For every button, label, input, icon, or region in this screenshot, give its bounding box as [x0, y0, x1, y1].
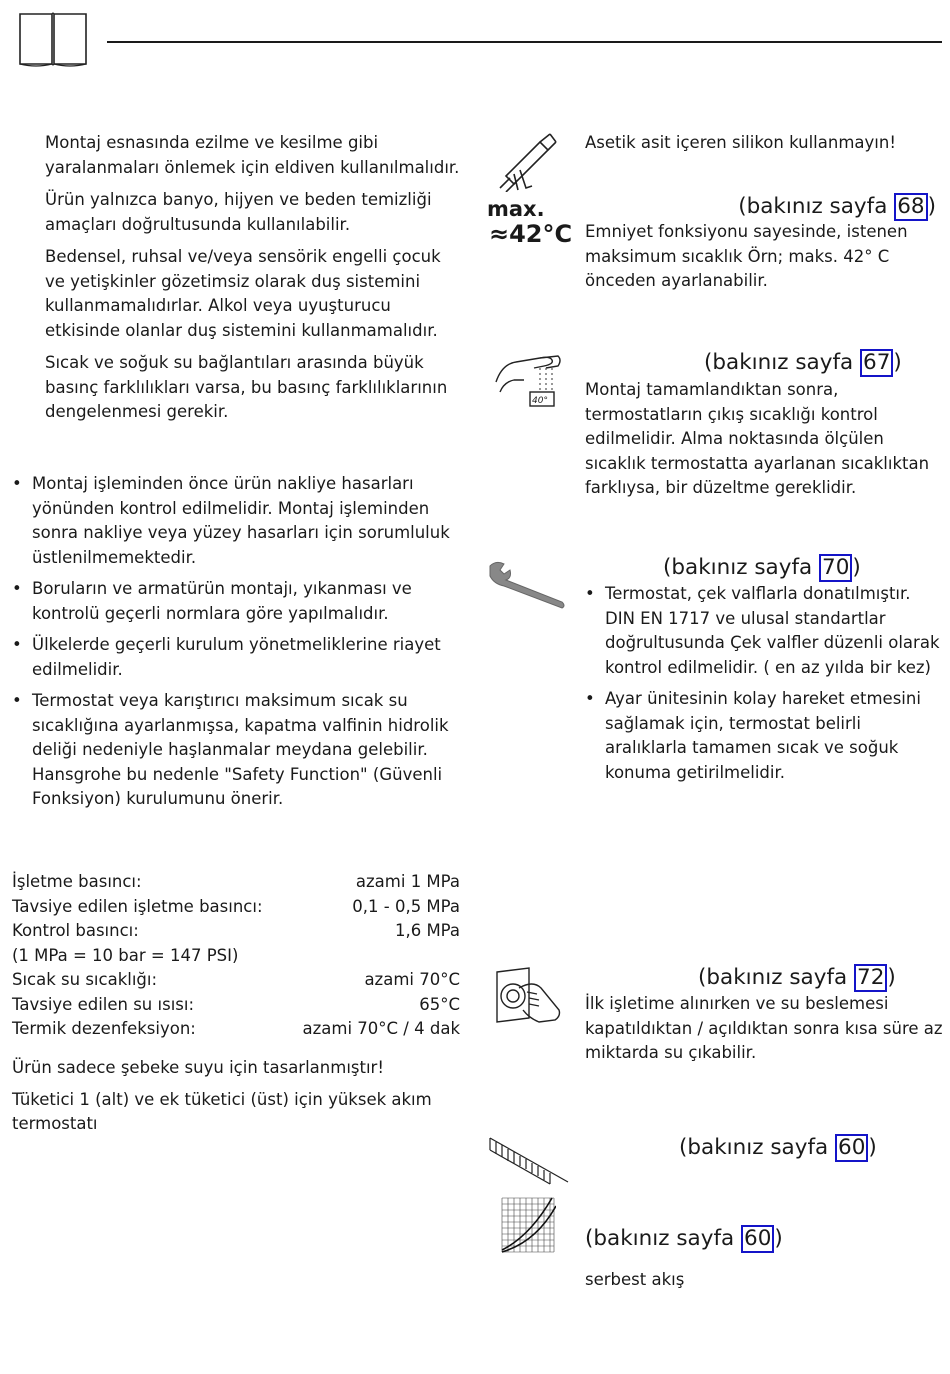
maintenance-notes [585, 582, 945, 792]
tech-value: azami 70°C / 4 dak [302, 1019, 460, 1038]
silicone-gun-icon [496, 132, 562, 192]
page-reference [679, 1134, 877, 1162]
tech-value: 0,1 - 0,5 MPa [352, 896, 460, 916]
installation-note: • Montaj işleminden önce ürün nakliye hasarları yönünden kontrol edilmelidir. Montaj işleminden sonra nakliye veya yüzey hasarları için sorumluluk üstlenilmemektedir. [12, 472, 462, 570]
technical-data [12, 870, 460, 1042]
page-reference [698, 964, 896, 992]
page-link-60[interactable]: 60 [741, 1225, 774, 1253]
installation-notes [12, 472, 462, 819]
safety-note: Sıcak ve soğuk su bağlantıları arasında büyük basınç farklılıkları varsa, bu basınç farklılıklarının dengelenmesi gerekir. [45, 353, 448, 421]
ref-prefix: (bakınız sayfa [738, 194, 895, 219]
ref-prefix: (bakınız sayfa [698, 965, 855, 990]
ref-prefix: (bakınız sayfa [585, 1226, 742, 1251]
safety-function-text: Emniyet fonksiyonu sayesinde, istenen maksimum sıcaklık Örn; maks. 42° C önceden ayarlanabilir. [585, 222, 908, 290]
tech-row [12, 968, 460, 993]
page-reference [663, 554, 861, 582]
tech-value: 1,6 MPa [394, 921, 460, 940]
max-label: max. [487, 197, 545, 221]
installation-note: • Boruların ve armatürün montajı, yıkanması ve kontrolü geçerli normlara göre yapılmalıdır. [12, 577, 462, 626]
page-link-68[interactable]: 68 [894, 193, 927, 221]
thermometer-reading: 40° [532, 396, 548, 406]
tech-label: Tavsiye edilen işletme basıncı: [12, 896, 263, 916]
tech-value: azami 1 MPa [355, 872, 460, 891]
safety-note: Ürün yalnızca banyo, hijyen ve beden temizliği amaçları doğrultusunda kullanılabilir. [45, 190, 432, 234]
usage-note: Ürün sadece şebeke suyu için tasarlanmıştır! [12, 1058, 384, 1077]
silicone-warning: Asetik asit içeren silikon kullanmayın! [585, 133, 896, 152]
thermometer-hand-icon [494, 352, 564, 410]
tech-label: İşletme basıncı: [12, 872, 142, 891]
first-use-text: İlk işletime alınırken ve su beslemesi kapatıldıktan / açıldıktan sonra kısa süre az miktarda su çıkabilir. [585, 994, 943, 1062]
page-reference [585, 1225, 783, 1253]
installation-note: • Ülkelerde geçerli kurulum yönetmeliklerine riayet edilmelidir. [12, 633, 462, 682]
tech-row [12, 944, 460, 969]
tech-row [12, 895, 460, 920]
ruler-icon [486, 1136, 570, 1192]
usage-note: Tüketici 1 (alt) ve ek tüketici (üst) için yüksek akım termostatı [12, 1089, 432, 1133]
header-rule [107, 41, 942, 43]
tech-label: Termik dezenfeksiyon: [12, 1019, 196, 1038]
usage-notes [12, 1056, 457, 1144]
page-link-70[interactable]: 70 [819, 554, 852, 582]
page-link-67[interactable]: 67 [860, 349, 893, 377]
ref-suffix: ) [893, 350, 902, 375]
tech-value: azami 70°C [364, 970, 460, 989]
page-reference [704, 349, 902, 377]
temp-label: ≈42°C [489, 220, 573, 248]
ref-suffix: ) [927, 194, 936, 219]
page-link-60[interactable]: 60 [835, 1134, 868, 1162]
tech-row [12, 1017, 460, 1042]
calibration-text: Montaj tamamlandıktan sonra, termostatların çıkış sıcaklığı kontrol edilmelidir. Alma noktasında ölçülen sıcaklık termostatta ayarlanan sıcaklıktan farklıysa, bir düzeltme gereklidir. [585, 380, 930, 497]
maintenance-note: • Termostat, çek valflarla donatılmıştır. DIN EN 1717 ve ulusal standartlar doğrultusunda Çek valfler düzenli olarak kontrol edilmelidir. ( en az yılda bir kez) [585, 582, 945, 680]
safety-notes [45, 131, 465, 433]
tech-label: Kontrol basıncı: [12, 921, 139, 940]
safety-note: Bedensel, ruhsal ve/veya sensörik engelli çocuk ve yetişkinler gözetimsiz olarak duş sistemini kullanmamalıdırlar. Alkol veya uyuşturucu etkisinde olanlar duş sistemini kullanmamalıdır. [45, 247, 441, 340]
ref-suffix: ) [887, 965, 896, 990]
flow-diagram-icon [500, 1196, 556, 1254]
tech-row [12, 993, 460, 1018]
page-reference [738, 193, 936, 221]
page-link-72[interactable]: 72 [854, 964, 887, 992]
ref-prefix: (bakınız sayfa [704, 350, 861, 375]
ref-suffix: ) [868, 1135, 877, 1160]
tech-value: 65°C [419, 994, 460, 1014]
ref-prefix: (bakınız sayfa [663, 555, 820, 580]
installation-note: • Termostat veya karıştırıcı maksimum sıcak su sıcaklığına ayarlanmışsa, kapatma valfinin hidrolik deliği nedeniyle haşlanmalar meydana gelebilir. Hansgrohe bu nedenle "Safety Function" (Güvenli Fonksiyon) kurulumunu önerir. [12, 689, 462, 812]
ref-suffix: ) [774, 1226, 783, 1251]
tech-label: (1 MPa = 10 bar = 147 PSI) [12, 945, 239, 965]
flow-caption: serbest akış [585, 1270, 685, 1289]
book-icon [18, 10, 88, 68]
hand-valve-icon [493, 966, 563, 1024]
tech-row [12, 870, 460, 895]
wrench-icon [486, 560, 570, 610]
tech-label: Tavsiye edilen su ısısı: [12, 994, 195, 1014]
tech-row [12, 919, 460, 944]
ref-suffix: ) [852, 555, 861, 580]
ref-prefix: (bakınız sayfa [679, 1135, 836, 1160]
maintenance-note: • Ayar ünitesinin kolay hareket etmesini sağlamak için, termostat belirli aralıklarla tamamen sıcak ve soğuk konuma getirilmelidir. [585, 687, 945, 785]
tech-label: Sıcak su sıcaklığı: [12, 970, 158, 989]
safety-note: Montaj esnasında ezilme ve kesilme gibi yaralanmaları önlemek için eldiven kullanılmalıdır. [45, 133, 460, 177]
